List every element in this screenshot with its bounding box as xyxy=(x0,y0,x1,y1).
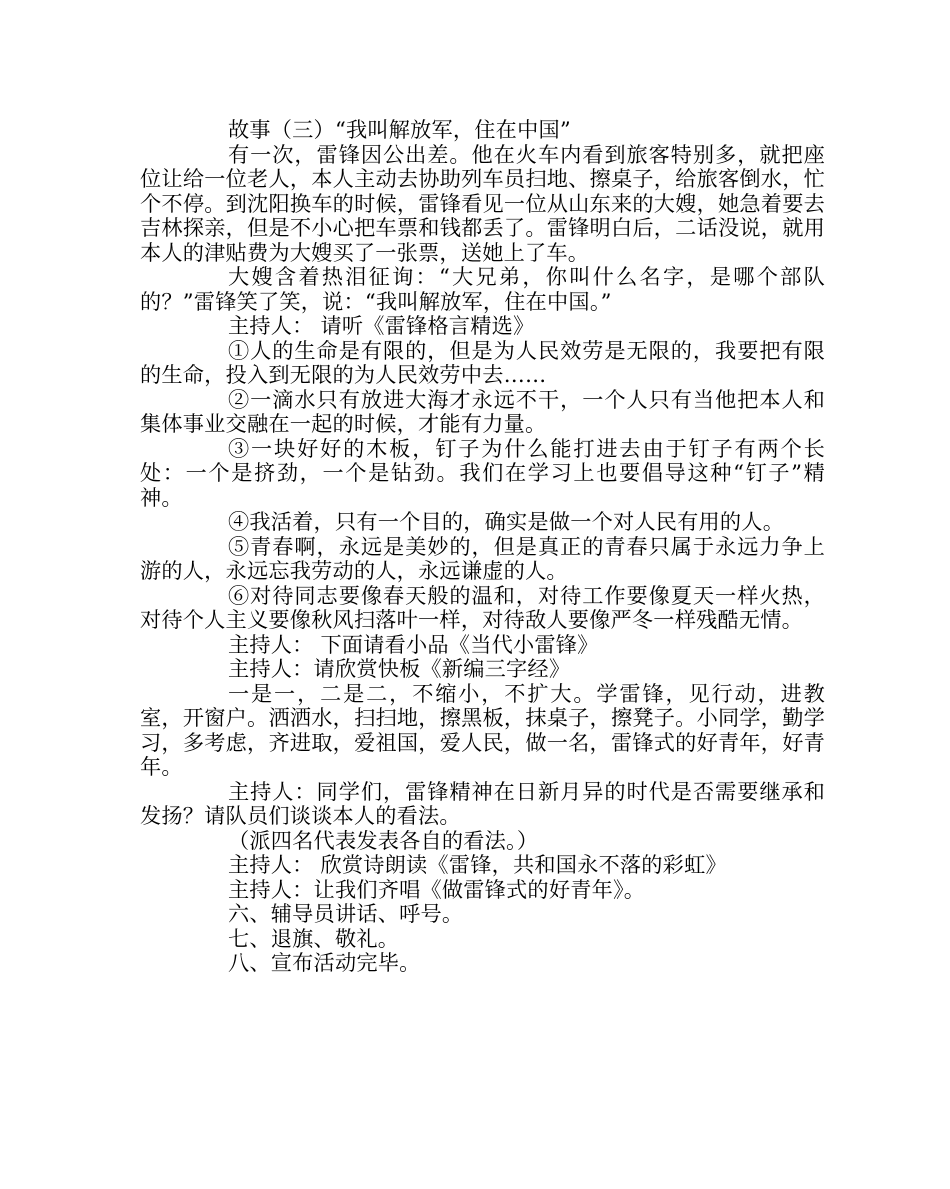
story-paragraph: 有一次，雷锋因公出差。他在火车内看到旅客特别多，就把座位让给一位老人，本人主动去协助列车员扫地、擦桌子，给旅客倒水，忙个不停。到沈阳换车的时候，雷锋看见一位从山东来的大嫂，她急着要去吉林探亲，但是不小心把车票和钱都丢了。雷锋明白后，二话没说，就用本人的津贴费为大嫂买了一张票，送她上了车。 xyxy=(140,141,825,265)
host-line: 主持人：让我们齐唱《做雷锋式的好青年》。 xyxy=(228,876,646,902)
host-line: 主持人：请欣赏快板《新编三字经》 xyxy=(228,656,571,681)
rhyme-paragraph: 一是一，二是二，不缩小，不扩大。学雷锋，见行动，进教室，开窗户。洒洒水，扫扫地，擦黑板，抹桌子，擦凳子。小同学，勤学习，多考虑，齐进取，爱祖国，爱人民，做一名，雷锋式的好青年，好青年。 xyxy=(140,680,825,779)
host-line: 主持人：同学们，雷锋精神在日新月异的时代是否需要继承和发扬？请队员们谈谈本人的看法。 xyxy=(140,778,825,828)
note-line: （派四名代表发表各自的看法。） xyxy=(228,827,539,853)
document-body xyxy=(140,118,825,976)
quote-item: ④我活着，只有一个目的，确实是做一个对人民有用的人。 xyxy=(228,509,785,534)
quote-item: ③一块好好的木板，钉子为什么能打进去由于钉子有两个长处：一个是挤劲，一个是钻劲。我们在学习上也要倡导这种“钉子”精神。 xyxy=(140,435,825,510)
quote-item: ②一滴水只有放进大海才永远不干，一个人只有当他把本人和集体事业交融在一起的时候，才能有力量。 xyxy=(140,386,825,436)
host-line: 主持人： 请听《雷锋格言精选》 xyxy=(228,313,535,338)
agenda-item: 六、辅导员讲话、呼号。 xyxy=(228,901,464,926)
agenda-item: 八、宣布活动完毕。 xyxy=(228,950,421,975)
host-line: 主持人： 欣赏诗朗读《雷锋，共和国永不落的彩虹》 xyxy=(228,852,727,877)
story-title: 故事（三）“我叫解放军，住在中国” xyxy=(228,117,571,142)
agenda-item: 七、退旗、敬礼。 xyxy=(228,925,400,951)
quote-item: ①人的生命是有限的，但是为人民效劳是无限的，我要把有限的生命，投入到无限的为人民效劳中去…… xyxy=(140,337,825,387)
quote-item: ⑤青春啊，永远是美妙的，但是真正的青春只属于永远力争上游的人，永远忘我劳动的人，永远谦虚的人。 xyxy=(140,533,825,583)
quote-item: ⑥对待同志要像春天般的温和，对待工作要像夏天一样火热，对待个人主义要像秋风扫落叶一样，对待敌人要像严冬一样残酷无情。 xyxy=(140,582,825,632)
story-paragraph: 大嫂含着热泪征询：“大兄弟，你叫什么名字，是哪个部队的？”雷锋笑了笑，说：“我叫解放军，住在中国。” xyxy=(140,264,825,314)
host-line: 主持人： 下面请看小品《当代小雷锋》 xyxy=(228,631,599,657)
